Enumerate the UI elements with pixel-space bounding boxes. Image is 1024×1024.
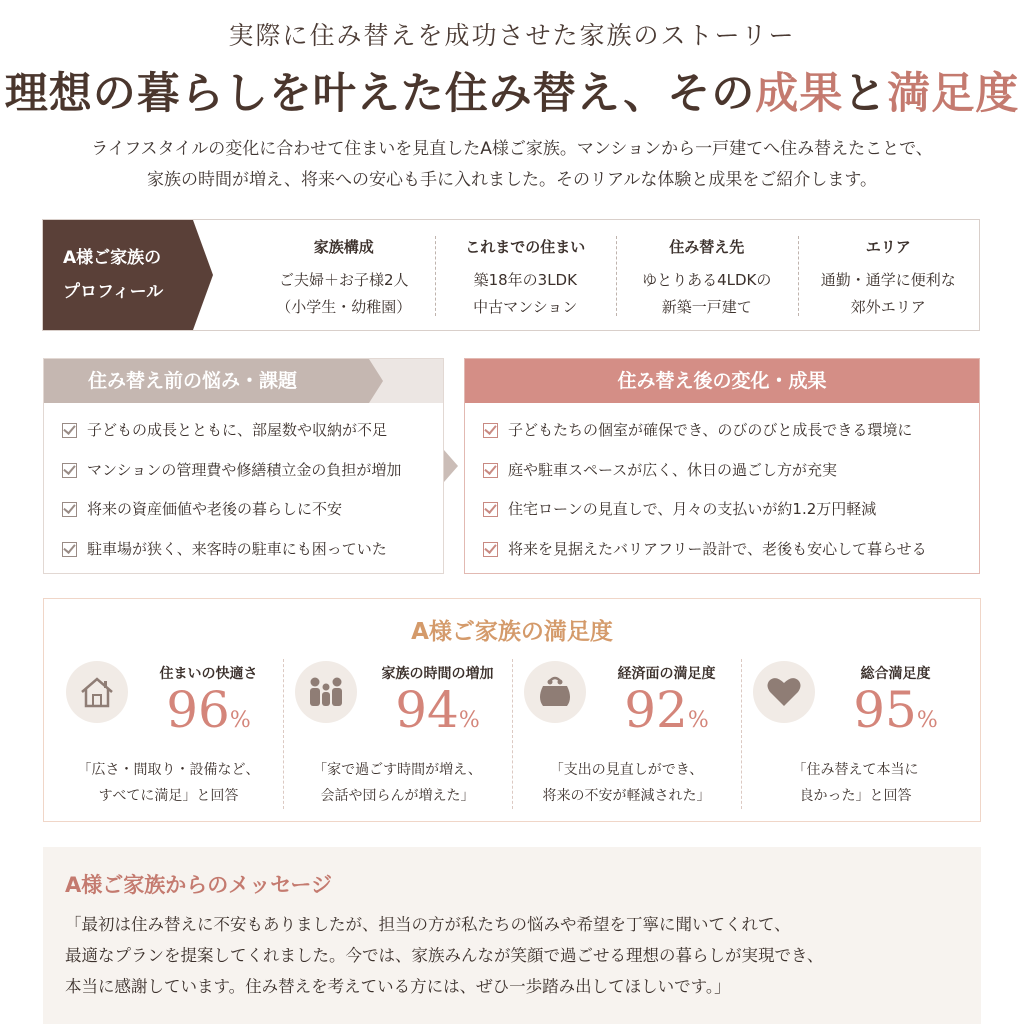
- checkbox-icon: [62, 502, 77, 517]
- profile-col-head: エリア: [865, 238, 911, 256]
- profile-previous-home: [435, 220, 617, 330]
- heart-icon: [753, 661, 815, 723]
- lead-line: ライフスタイルの変化に合わせて住まいを見直したA様ご家族。マンションから一戸建てへ住み替えたことで、: [91, 139, 933, 159]
- after-heading: 住み替え後の変化・成果: [465, 359, 979, 403]
- after-panel: [464, 358, 980, 574]
- profile-col-head: 家族構成: [313, 238, 374, 256]
- profile-new-home: [616, 220, 798, 330]
- page-subtitle: 実際に住み替えを成功させた家族のストーリー: [228, 21, 796, 50]
- before-heading: 住み替え前の悩み・課題: [44, 359, 369, 403]
- satisfaction-quote: [283, 757, 512, 809]
- profile-col-text: 新築一戸建て: [661, 298, 752, 316]
- quote-line: 将来の不安が軽減された」: [542, 788, 711, 804]
- lead-text: [40, 134, 984, 196]
- after-item: [483, 494, 979, 534]
- percent-number: 96: [166, 681, 230, 739]
- title-accent-result: 成果: [755, 69, 844, 119]
- profile-label: [43, 220, 193, 330]
- after-item: [483, 534, 979, 574]
- percent-number: 92: [624, 681, 688, 739]
- message-body: [65, 909, 961, 1002]
- profile-col-text: ご夫婦＋お子様2人: [278, 271, 409, 289]
- profile-col-text: 郊外エリア: [850, 298, 926, 316]
- checkbox-icon: [62, 423, 77, 438]
- profile-col-text: 通勤・通学に便利な: [820, 271, 956, 289]
- satisfaction-title: A様ご家族の満足度: [411, 619, 613, 645]
- profile-area: [798, 220, 980, 330]
- title-accent-satisfaction: 満足度: [887, 69, 1020, 119]
- profile-label-line: A様ご家族の: [63, 248, 162, 268]
- profile-col-head: 住み替え先: [669, 238, 745, 256]
- percent-unit: %: [229, 708, 251, 733]
- profile-col-text: 築18年の3LDK: [473, 271, 577, 289]
- before-item-text: マンションの管理費や修繕積立金の負担が増加: [87, 460, 402, 479]
- percent-unit: %: [458, 708, 480, 733]
- profile-col-text: 中古マンション: [473, 298, 578, 316]
- profile-col-head: これまでの住まい: [465, 238, 586, 256]
- profile-col-text: ゆとりある4LDKの: [642, 271, 772, 289]
- profile-label-line: プロフィール: [63, 282, 164, 302]
- satisfaction-value: [134, 681, 283, 739]
- message-line: 最適なプランを提案してくれました。今では、家族みんなが笑顔で過ごせる理想の暮らしが実現でき、: [65, 946, 824, 965]
- checkbox-icon: [483, 423, 498, 438]
- satisfaction-quote: [741, 757, 970, 809]
- satisfaction-overall: [741, 659, 970, 809]
- profile-family: [253, 220, 435, 330]
- message-line: 「最初は住み替えに不安もありましたが、担当の方が私たちの悩みや希望を丁寧に聞いてくれて、: [65, 915, 791, 934]
- checkbox-icon: [483, 542, 498, 557]
- quote-line: 会話や団らんが増えた」: [320, 788, 475, 804]
- percent-number: 94: [395, 681, 459, 739]
- quote-line: 「支出の見直しができ、: [549, 762, 704, 778]
- percent-unit: %: [916, 708, 938, 733]
- family-icon: [295, 661, 357, 723]
- satisfaction-label: 総合満足度: [860, 666, 931, 682]
- quote-line: 良かった」と回答: [799, 788, 912, 804]
- after-item-text: 庭や駐車スペースが広く、休日の過ごし方が充実: [508, 460, 837, 479]
- percent-number: 95: [853, 681, 917, 739]
- satisfaction-value: [363, 681, 512, 739]
- title-main: 理想の暮らしを叶えた住み替え、その: [4, 69, 756, 119]
- message-title: A様ご家族からのメッセージ: [65, 873, 332, 897]
- satisfaction-economy: [512, 659, 741, 809]
- checkbox-icon: [62, 463, 77, 478]
- message-box: [43, 847, 981, 1024]
- checkbox-icon: [62, 542, 77, 557]
- checkbox-icon: [483, 502, 498, 517]
- title-mid: と: [843, 69, 888, 119]
- satisfaction-quote: [54, 757, 283, 809]
- before-panel: [43, 358, 444, 574]
- before-item-text: 将来の資産価値や老後の暮らしに不安: [87, 500, 343, 518]
- arrow-right-icon: [444, 450, 458, 482]
- before-item: [62, 415, 443, 455]
- after-item: [483, 455, 979, 495]
- profile-col-text: （小学生・幼稚園）: [276, 298, 412, 316]
- satisfaction-label: 住まいの快適さ: [159, 666, 258, 682]
- after-item-text: 子どもたちの個室が確保でき、のびのびと成長できる環境に: [508, 421, 913, 439]
- purse-icon: [524, 661, 586, 723]
- satisfaction-label: 経済面の満足度: [617, 666, 716, 682]
- profile-box: [42, 219, 980, 331]
- satisfaction-value: [592, 681, 741, 739]
- quote-line: 「住み替えて本当に: [792, 762, 919, 778]
- house-icon: [66, 661, 128, 723]
- satisfaction-box: [43, 598, 981, 822]
- after-item: [483, 415, 979, 455]
- after-item-text: 将来を見据えたバリアフリー設計で、老後も安心して暮らせる: [508, 539, 927, 558]
- message-line: 本当に感謝しています。住み替えを考えている方には、ぜひ一歩踏み出してほしいです。」: [65, 977, 731, 996]
- checkbox-icon: [483, 463, 498, 478]
- satisfaction-quote: [512, 757, 741, 809]
- satisfaction-label: 家族の時間の増加: [381, 666, 494, 682]
- page-title: [0, 60, 1024, 121]
- before-item: [62, 455, 443, 495]
- quote-line: 「家で過ごす時間が増え、: [313, 762, 482, 778]
- quote-line: 「広さ・間取り・設備など、: [77, 762, 260, 778]
- satisfaction-comfort: [54, 659, 283, 809]
- percent-unit: %: [687, 708, 709, 733]
- satisfaction-family-time: [283, 659, 512, 809]
- satisfaction-value: [821, 681, 970, 739]
- after-item-text: 住宅ローンの見直しで、月々の支払いが約1.2万円軽減: [508, 500, 877, 518]
- before-item: [62, 534, 443, 574]
- before-item-text: 駐車場が狭く、来客時の駐車にも困っていた: [87, 539, 387, 558]
- lead-line: 家族の時間が増え、将来への安心も手に入れました。そのリアルな体験と成果をご紹介します。: [147, 170, 877, 190]
- before-item: [62, 494, 443, 534]
- before-item-text: 子どもの成長とともに、部屋数や収納が不足: [87, 421, 388, 439]
- quote-line: すべてに満足」と回答: [98, 788, 239, 804]
